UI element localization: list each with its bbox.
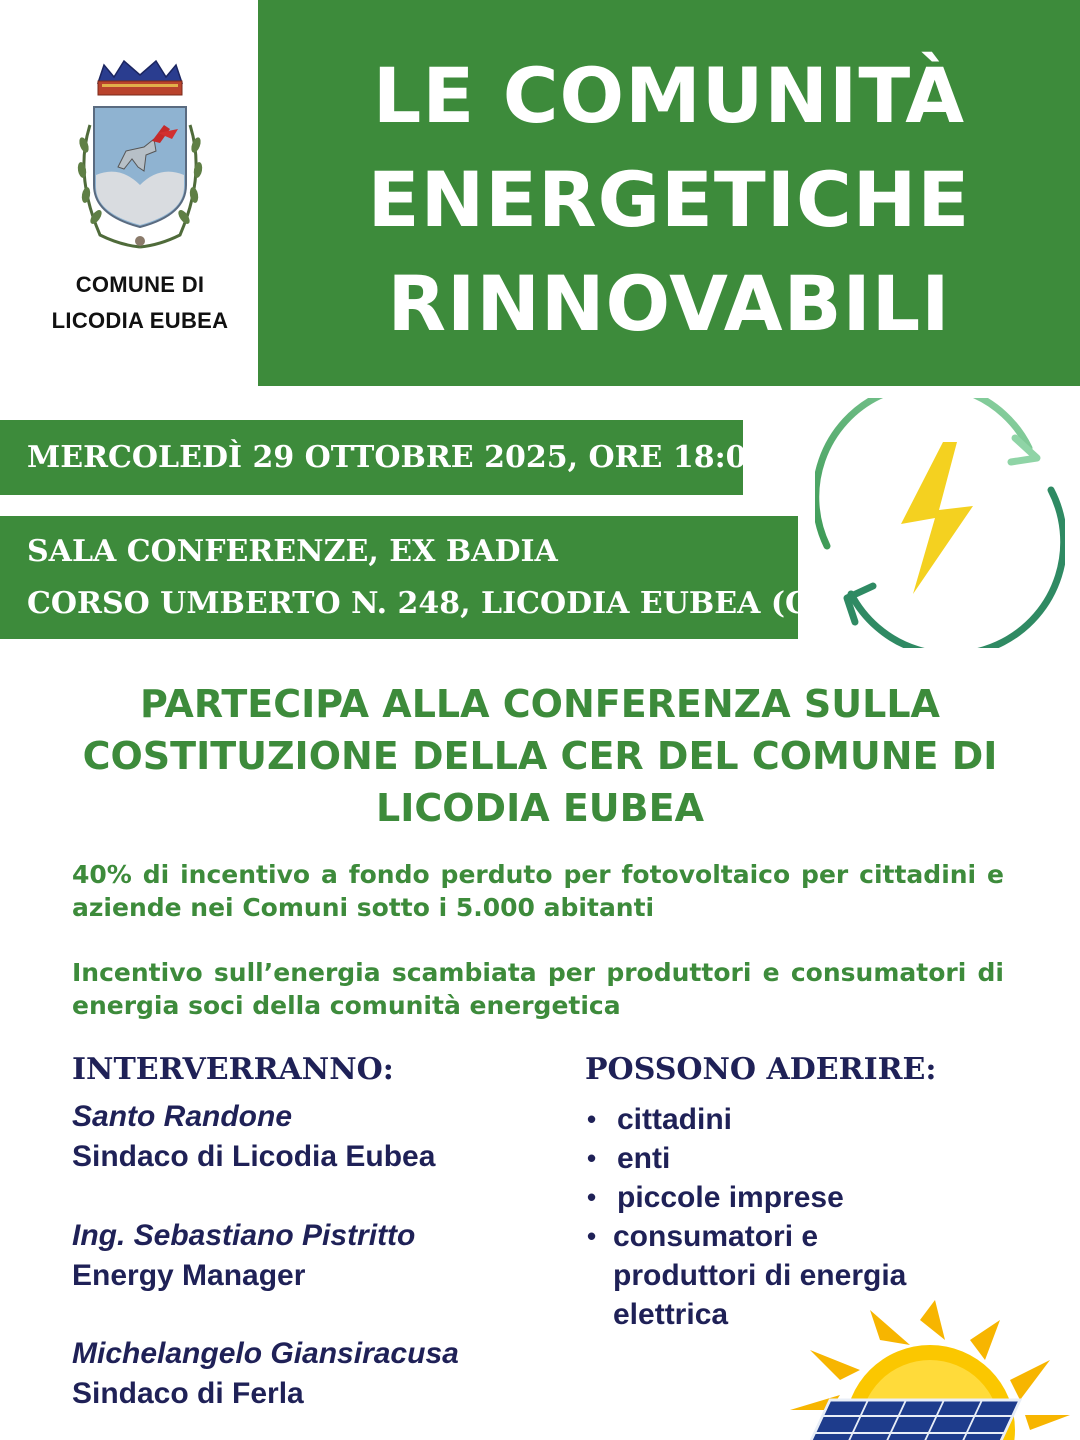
date-bar xyxy=(0,420,768,495)
bullet-icon: • xyxy=(587,1104,597,1134)
coat-of-arms-icon xyxy=(60,55,220,255)
headline-line-1: PARTECIPA ALLA CONFERENZA SULLA xyxy=(140,682,940,726)
eligible-heading: POSSONO ADERIRE: xyxy=(585,1052,937,1087)
bullet-icon: • xyxy=(587,1143,597,1173)
speaker-role: Sindaco di Ferla xyxy=(72,1377,304,1410)
event-date: MERCOLEDÌ 29 OTTOBRE 2025, ORE 18:00 xyxy=(27,440,768,475)
list-item xyxy=(585,1139,945,1178)
benefit-incentive-shared-energy: Incentivo sull’energia scambiata per produttori e consumatori di energia soci della comunità energetica xyxy=(72,958,1004,1020)
benefit-incentive-photovoltaic: 40% di incentivo a fondo perduto per fotovoltaico per cittadini e aziende nei Comuni sotto i 5.000 abitanti xyxy=(72,860,1004,922)
bullet-icon: • xyxy=(587,1182,597,1212)
title-line-3: RINNOVABILI xyxy=(387,259,951,348)
municipality-name-line2: LICODIA EUBEA xyxy=(51,308,229,333)
bullet-icon: • xyxy=(587,1221,597,1251)
eligible-item-label: piccole imprese xyxy=(617,1181,844,1214)
solar-panel-icon xyxy=(770,1300,1080,1440)
title-line-2: ENERGETICHE xyxy=(367,155,971,244)
speaker-name: Ing. Sebastiano Pistritto xyxy=(72,1219,416,1252)
eligible-item-label: enti xyxy=(617,1142,671,1175)
speaker-role: Sindaco di Licodia Eubea xyxy=(72,1140,436,1173)
title-banner xyxy=(258,0,1080,386)
eligible-item-label: consumatori e produttori di energia elettrica xyxy=(613,1220,907,1331)
event-address: CORSO UMBERTO N. 248, LICODIA EUBEA (CT) xyxy=(27,586,846,621)
headline-line-3: LICODIA EUBEA xyxy=(375,786,704,830)
speaker-role: Energy Manager xyxy=(72,1259,306,1292)
venue-bar xyxy=(0,516,846,639)
speakers-heading: INTERVERRANNO: xyxy=(72,1052,394,1087)
list-item xyxy=(585,1178,945,1217)
event-venue: SALA CONFERENZE, EX BADIA xyxy=(27,534,558,569)
eligible-list xyxy=(585,1100,945,1334)
renewable-energy-icon xyxy=(815,398,1065,648)
title-line-1: LE COMUNITÀ xyxy=(372,51,966,140)
speaker-name: Santo Randone xyxy=(72,1100,293,1133)
eligible-item-label: cittadini xyxy=(617,1103,733,1136)
speaker-name: Michelangelo Giansiracusa xyxy=(72,1337,459,1370)
municipality-name-line1: COMUNE DI xyxy=(75,272,205,297)
list-item xyxy=(585,1100,945,1139)
headline-line-2: COSTITUZIONE DELLA CER DEL COMUNE DI xyxy=(82,734,998,778)
